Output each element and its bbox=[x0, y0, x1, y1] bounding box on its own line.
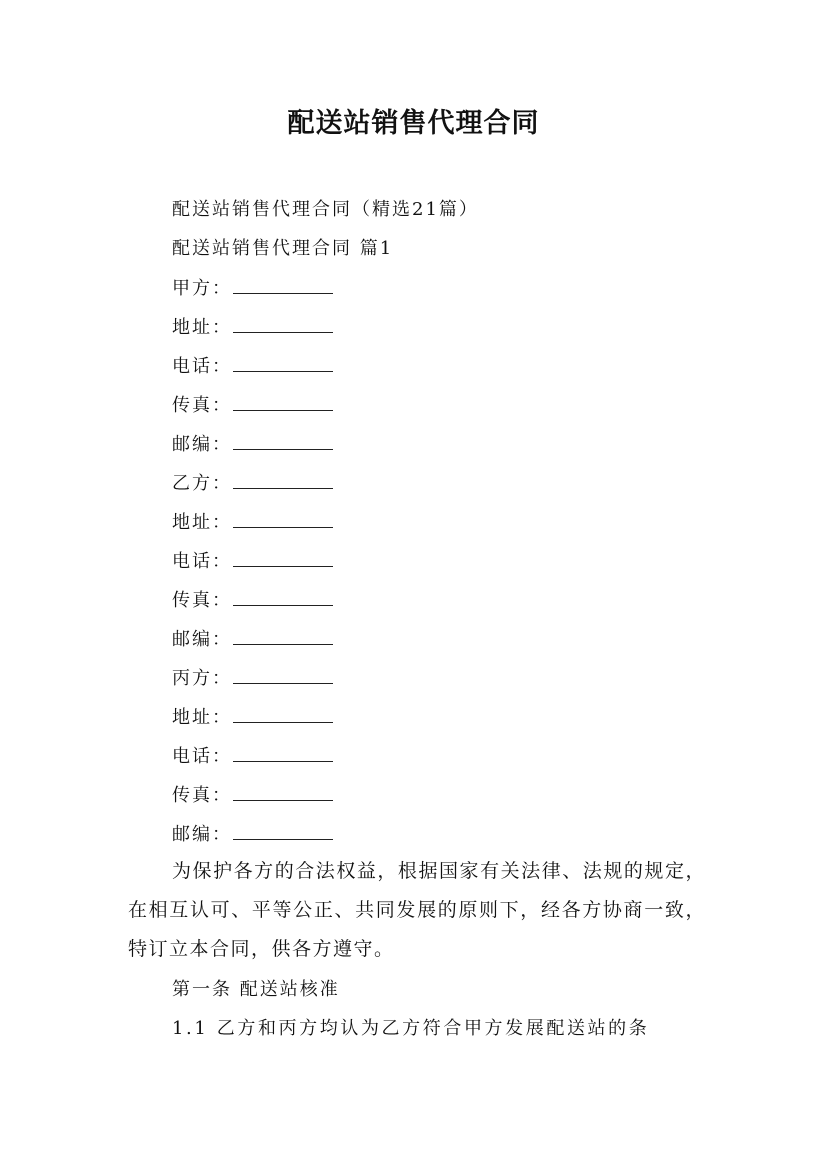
fill-in-blank[interactable] bbox=[233, 626, 333, 645]
field-row bbox=[172, 587, 333, 614]
fill-in-blank[interactable] bbox=[233, 275, 333, 294]
fill-in-blank[interactable] bbox=[233, 392, 333, 411]
field-label: 传真： bbox=[172, 590, 232, 611]
field-label: 邮编： bbox=[172, 434, 232, 455]
article-1-heading: 第一条 配送站核准 bbox=[172, 979, 340, 1000]
fill-in-blank[interactable] bbox=[233, 470, 333, 489]
field-label: 地址： bbox=[172, 707, 232, 728]
intro-paragraph bbox=[128, 852, 706, 969]
intro-paragraph-text: 为保护各方的合法权益，根据国家有关法律、法规的规定，在相互认可、平等公正、共同发展的原则下，经各方协商一致，特订立本合同，供各方遵守。 bbox=[128, 860, 706, 960]
field-row bbox=[172, 743, 333, 770]
field-row bbox=[172, 665, 333, 692]
fill-in-blank[interactable] bbox=[233, 665, 333, 684]
field-label: 乙方： bbox=[172, 473, 232, 494]
fill-in-blank[interactable] bbox=[233, 353, 333, 372]
field-row bbox=[172, 821, 333, 848]
fill-in-blank[interactable] bbox=[233, 782, 333, 801]
field-label: 电话： bbox=[172, 356, 232, 377]
field-label: 地址： bbox=[172, 317, 232, 338]
document-subtitle: 配送站销售代理合同（精选21篇） bbox=[172, 199, 479, 220]
field-label: 邮编： bbox=[172, 629, 232, 650]
fill-in-blank[interactable] bbox=[233, 587, 333, 606]
field-label: 地址： bbox=[172, 512, 232, 533]
field-row bbox=[172, 314, 333, 341]
field-label: 邮编： bbox=[172, 824, 232, 845]
field-row bbox=[172, 470, 333, 497]
article-1-clause: 1.1 乙方和丙方均认为乙方符合甲方发展配送站的条 bbox=[172, 1018, 650, 1039]
fill-in-blank[interactable] bbox=[233, 314, 333, 333]
field-row bbox=[172, 392, 333, 419]
field-row bbox=[172, 509, 333, 536]
field-row bbox=[172, 353, 333, 380]
field-row bbox=[172, 431, 333, 458]
field-row bbox=[172, 782, 333, 809]
document-title: 配送站销售代理合同 bbox=[287, 108, 540, 139]
field-label: 丙方： bbox=[172, 668, 232, 689]
field-label: 传真： bbox=[172, 395, 232, 416]
field-row bbox=[172, 275, 333, 302]
fill-in-blank[interactable] bbox=[233, 548, 333, 567]
field-row bbox=[172, 626, 333, 653]
fill-in-blank[interactable] bbox=[233, 704, 333, 723]
fill-in-blank[interactable] bbox=[233, 743, 333, 762]
field-label: 电话： bbox=[172, 746, 232, 767]
field-label: 甲方： bbox=[172, 278, 232, 299]
field-label: 传真： bbox=[172, 785, 232, 806]
field-label: 电话： bbox=[172, 551, 232, 572]
fill-in-blank[interactable] bbox=[233, 509, 333, 528]
field-row bbox=[172, 704, 333, 731]
fill-in-blank[interactable] bbox=[233, 431, 333, 450]
field-row bbox=[172, 548, 333, 575]
section-heading: 配送站销售代理合同 篇1 bbox=[172, 238, 394, 259]
fill-in-blank[interactable] bbox=[233, 821, 333, 840]
